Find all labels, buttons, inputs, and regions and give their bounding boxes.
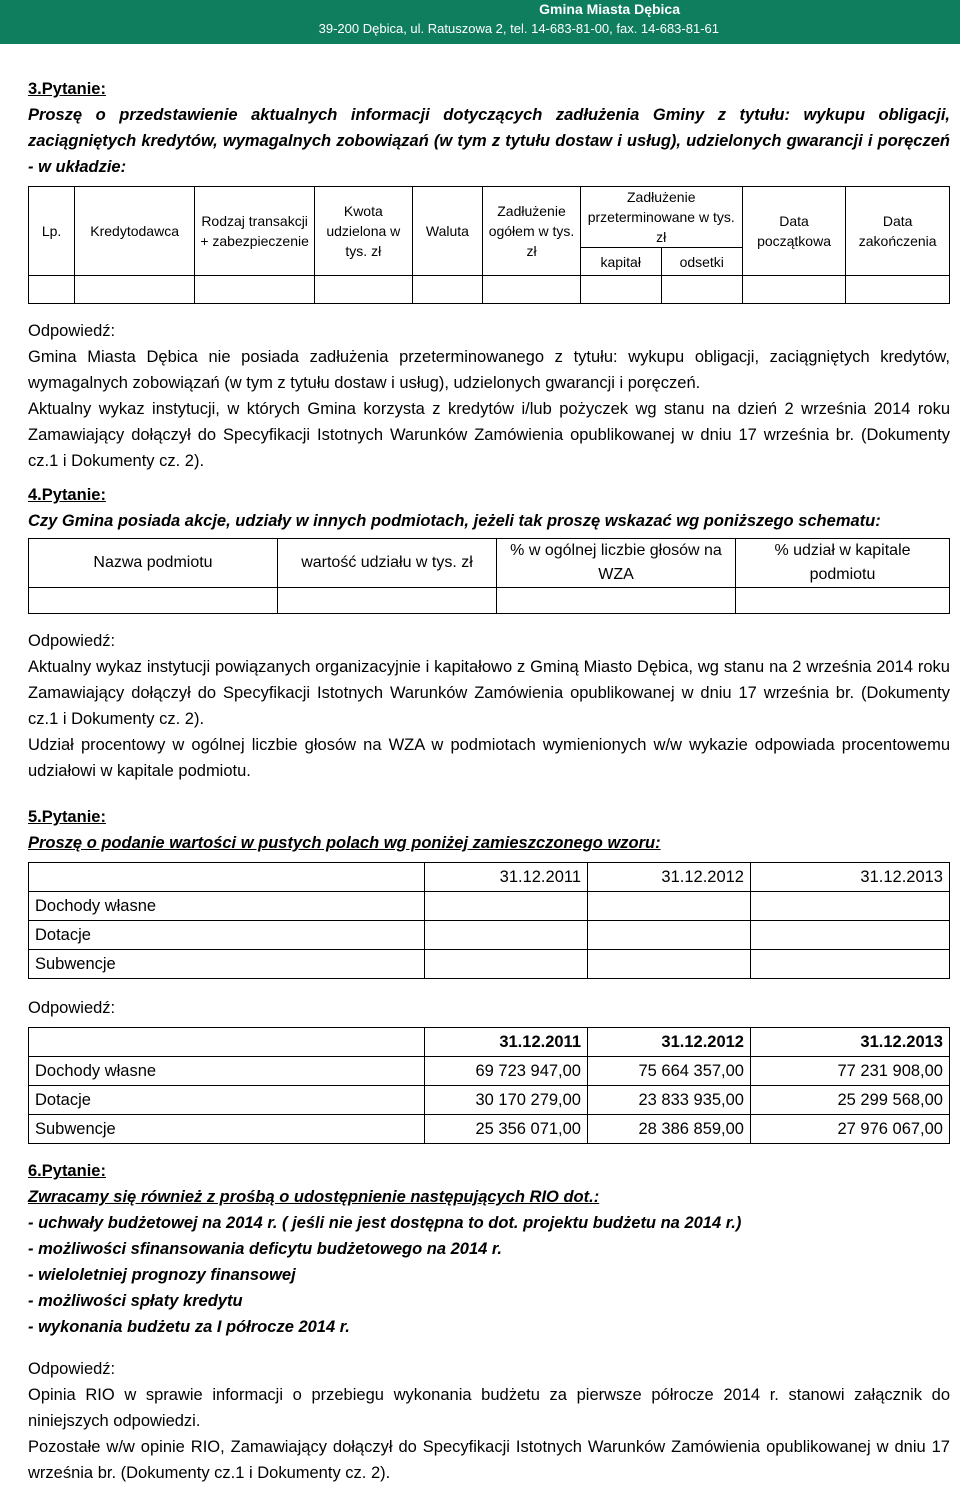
q6-item: - możliwości spłaty kredytu bbox=[28, 1292, 243, 1310]
year-header: 31.12.2013 bbox=[751, 863, 950, 892]
col-zadluzenie: Zadłużenie ogółem w tys. zł bbox=[483, 187, 580, 276]
q4-text: Czy Gmina posiada akcje, udziały w innych podmiotach, jeżeli tak proszę wskazać wg poniższego schematu: bbox=[28, 512, 881, 530]
cell-value: 23 833 935,00 bbox=[588, 1086, 751, 1115]
q4-shares-table bbox=[28, 538, 950, 614]
header-org-name: Gmina Miasta Dębica bbox=[539, 1, 680, 17]
q4-answer-p2: Udział procentowy w ogólnej liczbie głosów na WZA w podmiotach wymienionych w/w wykazie odpowiada procentowemu udziałowi w kapitale podmiotu. bbox=[28, 736, 950, 780]
cell-value: 30 170 279,00 bbox=[425, 1086, 588, 1115]
col-nazwa-podmiotu: Nazwa podmiotu bbox=[29, 539, 278, 588]
year-header: 31.12.2012 bbox=[588, 863, 751, 892]
table-row bbox=[29, 588, 950, 614]
q6-number: 6.Pytanie: bbox=[28, 1162, 106, 1180]
table-row bbox=[29, 276, 950, 304]
cell-value: 25 299 568,00 bbox=[751, 1086, 950, 1115]
q5-answer-table bbox=[28, 1027, 950, 1144]
table-row bbox=[29, 921, 950, 950]
col-lp: Lp. bbox=[29, 187, 75, 276]
q5-number: 5.Pytanie: bbox=[28, 808, 106, 826]
col-data-zakonczenia: Data zakończenia bbox=[846, 187, 950, 276]
col-glosy-wza: % w ogólnej liczbie głosów na WZA bbox=[497, 539, 736, 588]
year-header: 31.12.2011 bbox=[425, 1028, 588, 1057]
col-data-poczatkowa: Data początkowa bbox=[742, 187, 846, 276]
q5-text: Proszę o podanie wartości w pustych polach wg poniżej zamieszczonego wzoru: bbox=[28, 834, 661, 852]
q6-text: Zwracamy się również z prośbą o udostępnienie następujących RIO dot.: bbox=[28, 1188, 600, 1206]
col-odsetki: odsetki bbox=[661, 248, 742, 276]
q3-text: Proszę o przedstawienie aktualnych informacji dotyczących zadłużenia Gminy z tytułu: wykupu obligacji, zaciągniętych kredytów, wymagalnych zobowiązań (w tym z tytułu dostaw i usług), udzielonych gwarancji i poręczeń - w układzie: bbox=[28, 106, 950, 176]
year-header: 31.12.2012 bbox=[588, 1028, 751, 1057]
q5-answer-label: Odpowiedź: bbox=[28, 999, 116, 1017]
cell-value: 69 723 947,00 bbox=[425, 1057, 588, 1086]
q3-answer-label: Odpowiedź: bbox=[28, 322, 116, 340]
col-przeterminowane: Zadłużenie przeterminowane w tys. zł bbox=[580, 187, 742, 248]
row-label: Dochody własne bbox=[29, 1057, 425, 1086]
q6-answer-label: Odpowiedź: bbox=[28, 1360, 116, 1378]
col-kapital: kapitał bbox=[580, 248, 661, 276]
col-rodzaj: Rodzaj transakcji + zabezpieczenie bbox=[195, 187, 315, 276]
table-row bbox=[29, 1115, 950, 1144]
cell-value: 28 386 859,00 bbox=[588, 1115, 751, 1144]
year-header: 31.12.2013 bbox=[751, 1028, 950, 1057]
header-address: 39-200 Dębica, ul. Ratuszowa 2, tel. 14-683-81-00, fax. 14-683-81-61 bbox=[318, 21, 719, 36]
q3-answer-p1: Gmina Miasta Dębica nie posiada zadłużenia przeterminowanego z tytułu: wykupu obligacji, zaciągniętych kredytów, wymagalnych zobowiązań (w tym z tytułu dostaw i usług), udzielonych gwarancji i poręczeń. bbox=[28, 348, 950, 392]
row-label: Dotacje bbox=[29, 921, 425, 950]
q3-number: 3.Pytanie: bbox=[28, 80, 106, 98]
table-row bbox=[29, 1086, 950, 1115]
col-kwota: Kwota udzielona w tys. zł bbox=[315, 187, 412, 276]
row-label: Dochody własne bbox=[29, 892, 425, 921]
q6-item: - uchwały budżetowej na 2014 r. ( jeśli nie jest dostępna to dot. projektu budżetu na 2014 r.) bbox=[28, 1214, 742, 1232]
q3-debt-table bbox=[28, 186, 950, 304]
cell-value: 75 664 357,00 bbox=[588, 1057, 751, 1086]
q6-item: - wieloletniej prognozy finansowej bbox=[28, 1266, 296, 1284]
table-row bbox=[29, 1057, 950, 1086]
document-body bbox=[28, 76, 950, 1486]
q4-number: 4.Pytanie: bbox=[28, 486, 106, 504]
page-header bbox=[0, 0, 960, 44]
col-udzial-kapital: % udział w kapitale podmiotu bbox=[736, 539, 950, 588]
table-row bbox=[29, 892, 950, 921]
q6-item: - możliwości sfinansowania deficytu budżetowego na 2014 r. bbox=[28, 1240, 503, 1258]
row-label: Dotacje bbox=[29, 1086, 425, 1115]
q5-template-table bbox=[28, 862, 950, 979]
cell-value: 27 976 067,00 bbox=[751, 1115, 950, 1144]
q6-answer-p2: Pozostałe w/w opinie RIO, Zamawiający dołączył do Specyfikacji Istotnych Warunków Zamówienia opublikowanej w dniu 17 września br. (Dokumenty cz.1 i Dokumenty cz. 2). bbox=[28, 1438, 950, 1482]
table-row bbox=[29, 950, 950, 979]
cell-value: 25 356 071,00 bbox=[425, 1115, 588, 1144]
cell-value: 77 231 908,00 bbox=[751, 1057, 950, 1086]
row-label: Subwencje bbox=[29, 1115, 425, 1144]
col-waluta: Waluta bbox=[412, 187, 483, 276]
q4-answer-label: Odpowiedź: bbox=[28, 632, 116, 650]
q3-answer-p2: Aktualny wykaz instytucji, w których Gmina korzysta z kredytów i/lub pożyczek wg stanu na dzień 2 września 2014 roku Zamawiający dołączył do Specyfikacji Istotnych Warunków Zamówienia opublikowanej w dniu 17 września br. (Dokumenty cz.1 i Dokumenty cz. 2). bbox=[28, 400, 950, 470]
col-kredytodawca: Kredytodawca bbox=[75, 187, 195, 276]
year-header: 31.12.2011 bbox=[425, 863, 588, 892]
q4-answer-p1: Aktualny wykaz instytucji powiązanych organizacyjnie i kapitałowo z Gminą Miasto Dębica, wg stanu na 2 września 2014 roku Zamawiający dołączył do Specyfikacji Istotnych Warunków Zamówienia opublikowanej w dniu 17 września br. (Dokumenty cz.1 i Dokumenty cz. 2). bbox=[28, 658, 950, 728]
row-label: Subwencje bbox=[29, 950, 425, 979]
col-wartosc-udzialu: wartość udziału w tys. zł bbox=[278, 539, 497, 588]
q6-answer-p1: Opinia RIO w sprawie informacji o przebiegu wykonania budżetu za pierwsze półrocze 2014 r. stanowi załącznik do niniejszych odpowiedzi. bbox=[28, 1386, 950, 1430]
q6-item: - wykonania budżetu za I półrocze 2014 r. bbox=[28, 1318, 350, 1336]
